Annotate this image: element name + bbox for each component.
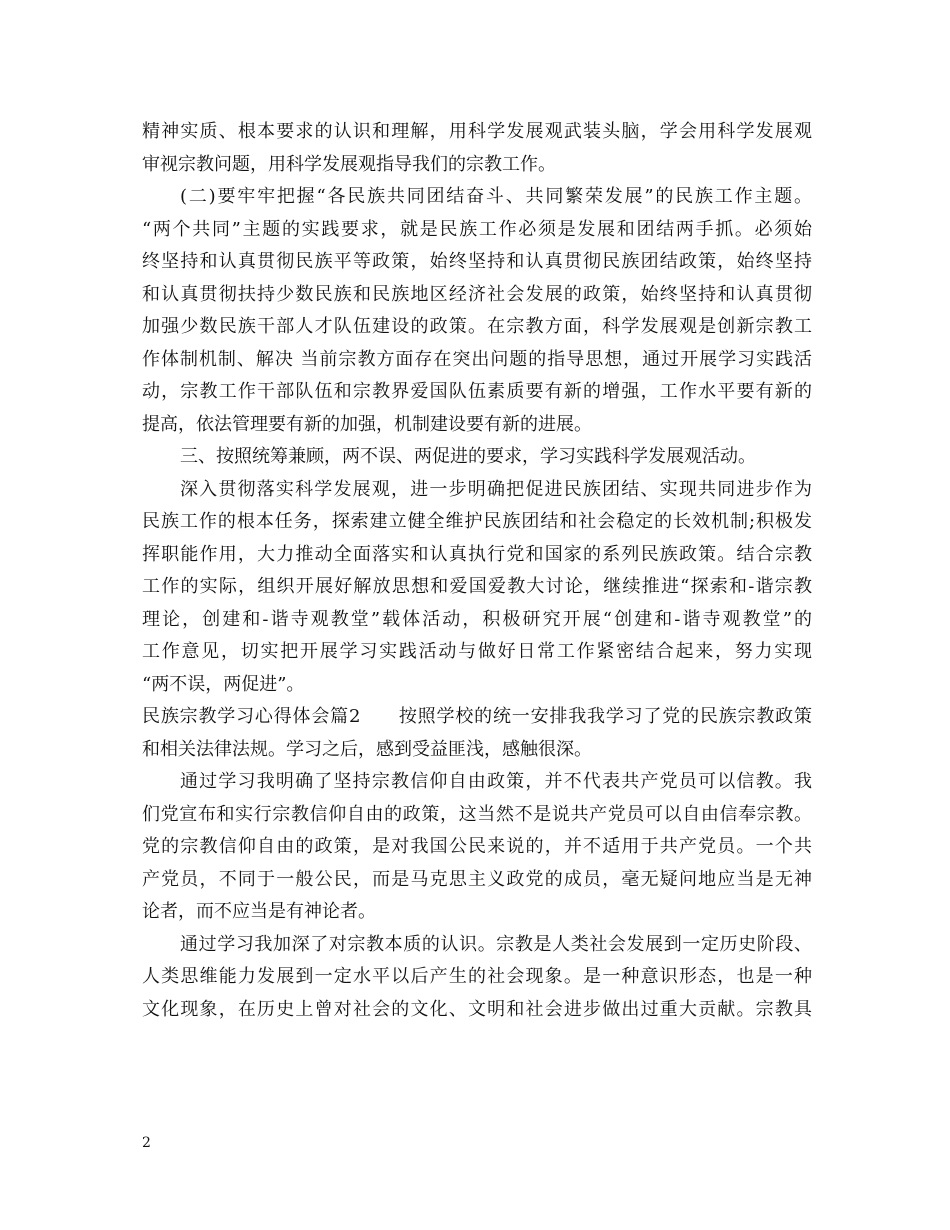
document-body [142, 116, 812, 1026]
text-line: 民族宗教学习心得体会篇2 按照学校的统一安排我我学习了党的民族宗教政策 [142, 706, 812, 727]
text-line: 人类思维能力发展到一定水平以后产生的社会现象。是一种意识形态，也是一种 [142, 966, 812, 987]
text-line: 三、按照统筹兼顾，两不误、两促进的要求，学习实践科学发展观活动。 [180, 446, 756, 467]
text-line: 加强少数民族干部人才队伍建设的政策。在宗教方面，科学发展观是创新宗教工 [142, 316, 812, 337]
text-line: 精神实质、根本要求的认识和理解，用科学发展观武装头脑，学会用科学发展观 [142, 121, 812, 142]
text-line: 通过学习我明确了坚持宗教信仰自由政策，并不代表共产党员可以信教。我 [180, 771, 812, 792]
text-line: (二)要牢牢把握“各民族共同团结奋斗、共同繁荣发展”的民族工作主题。 [180, 186, 812, 207]
text-line: 和相关法律法规。学习之后，感到受益匪浅，感触很深。 [142, 738, 592, 760]
text-line: 和认真贯彻扶持少数民族和民族地区经济社会发展的政策，始终坚持和认真贯彻 [142, 283, 812, 305]
text-line: “两个共同”主题的实践要求，就是民族工作必须是发展和团结两手抓。必须始 [142, 218, 812, 240]
text-line: 动，宗教工作干部队伍和宗教界爱国队伍素质要有新的增强，工作水平要有新的 [142, 381, 812, 402]
text-line: 深入贯彻落实科学发展观，进一步明确把促进民族团结、实现共同进步作为 [180, 478, 812, 500]
text-line: 挥职能作用，大力推动全面落实和认真执行党和国家的系列民族政策。结合宗教 [142, 543, 812, 565]
text-line: 文化现象，在历史上曾对社会的文化、文明和社会进步做出过重大贡献。宗教具 [142, 998, 812, 1020]
text-line: 民族工作的根本任务，探索建立健全维护民族团结和社会稳定的长效机制;积极发 [142, 511, 812, 532]
text-line: 论者，而不应当是有神论者。 [142, 901, 376, 922]
text-line: 工作的实际，组织开展好解放思想和爱国爱教大讨论，继续推进“探索和-谐宗教 [142, 576, 812, 597]
text-line: 审视宗教问题，用科学发展观指导我们的宗教工作。 [142, 153, 556, 175]
text-line: 提高，依法管理要有新的加强，机制建设要有新的进展。 [142, 413, 592, 435]
text-line: 理论，创建和-谐寺观教堂”载体活动，积极研究开展“创建和-谐寺观教堂”的 [142, 608, 812, 630]
text-line: 作体制机制、解决 当前宗教方面存在突出问题的指导思想，通过开展学习实践活 [142, 348, 812, 370]
page-number: 2 [142, 1135, 151, 1151]
text-line: “两不误，两促进”。 [142, 673, 305, 695]
text-line: 终坚持和认真贯彻民族平等政策，始终坚持和认真贯彻民族团结政策，始终坚持 [142, 251, 812, 272]
text-line: 党的宗教信仰自由的政策，是对我国公民来说的，并不适用于共产党员。一个共 [142, 836, 812, 857]
text-line: 产党员，不同于一般公民，而是马克思主义政党的成员，毫无疑问地应当是无神 [142, 868, 812, 890]
text-line: 通过学习我加深了对宗教本质的认识。宗教是人类社会发展到一定历史阶段、 [180, 933, 812, 955]
text-line: 工作意见，切实把开展学习实践活动与做好日常工作紧密结合起来，努力实现 [142, 641, 812, 662]
text-line: 们党宣布和实行宗教信仰自由的政策，这当然不是说共产党员可以自由信奉宗教。 [142, 803, 812, 825]
